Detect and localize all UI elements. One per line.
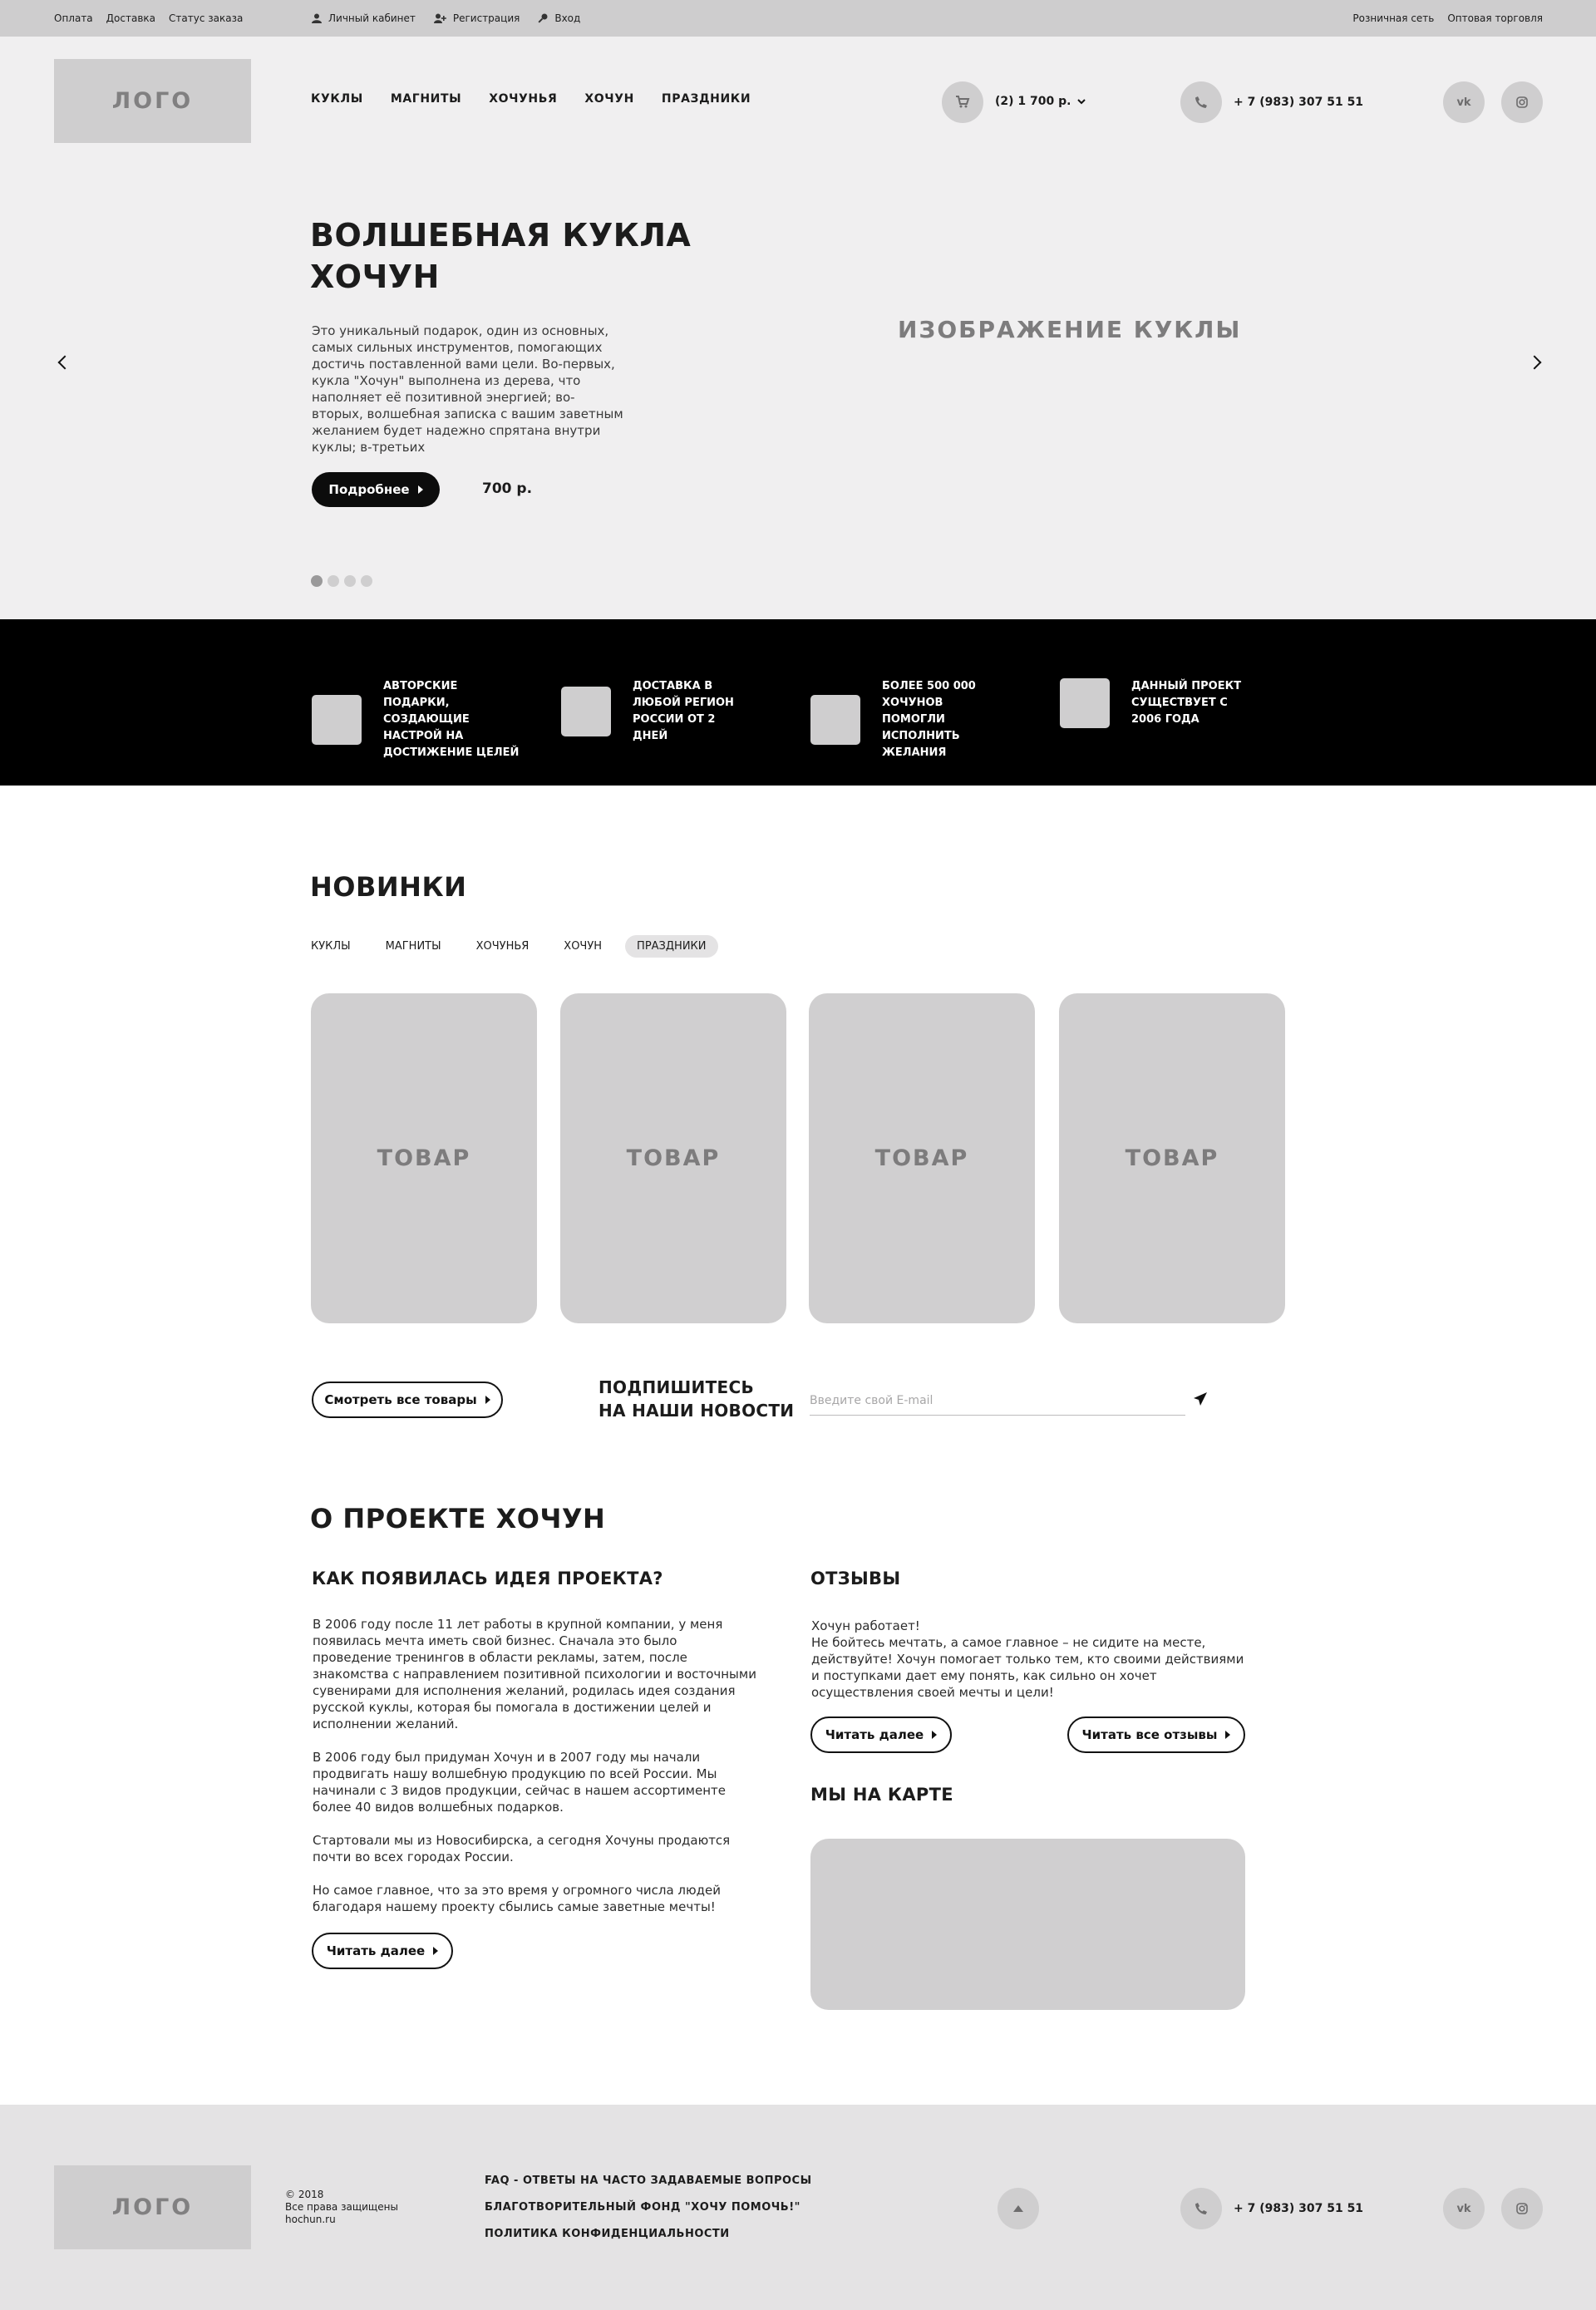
- top-links-right: [1352, 0, 1543, 37]
- review-read-more-label: Читать далее: [825, 1727, 924, 1742]
- top-link-retail[interactable]: Розничная сеть: [1352, 12, 1435, 24]
- subscribe-title-line2: НА НАШИ НОВОСТИ: [598, 1401, 795, 1421]
- about-paragraph: Но самое главное, что за это время у огромного числа людей благодаря нашему проекту сбылись самые заветные мечты!: [313, 1883, 721, 1914]
- account-label: Личный кабинет: [328, 12, 416, 24]
- vk-icon[interactable]: vk: [1443, 81, 1485, 123]
- all-reviews-label: Читать все отзывы: [1081, 1727, 1218, 1742]
- feature-icon: [1060, 678, 1110, 728]
- tab-hochunya[interactable]: ХОЧУНЬЯ: [475, 940, 530, 953]
- hero-details-button[interactable]: [312, 472, 440, 507]
- about-text: [313, 1616, 757, 1915]
- footer-phone-icon[interactable]: [1180, 2188, 1222, 2229]
- new-items-title: НОВИНКИ: [310, 871, 467, 903]
- feature-text: АВТОРСКИЕ ПОДАРКИ, СОЗДАЮЩИЕ НАСТРОЙ НА ДОСТИЖЕНИЕ ЦЕЛЕЙ: [383, 680, 520, 759]
- feature-text: БОЛЕЕ 500 000 ХОЧУНОВ ПОМОГЛИ ИСПОЛНИТЬ ЖЕЛАНИЯ: [882, 680, 976, 759]
- header-logo[interactable]: ЛОГО: [54, 59, 251, 143]
- footer-link-privacy[interactable]: ПОЛИТИКА КОНФИДЕНЦИАЛЬНОСТИ: [485, 2228, 730, 2240]
- feature-text: ДАННЫЙ ПРОЕКТ СУЩЕСТВУЕТ С 2006 ГОДА: [1131, 680, 1242, 726]
- play-arrow-icon: [485, 1396, 490, 1404]
- scroll-top-button[interactable]: [998, 2188, 1039, 2229]
- top-bar: [0, 0, 1596, 37]
- tab-magnets[interactable]: МАГНИТЫ: [385, 940, 441, 953]
- tab-hochun[interactable]: ХОЧУН: [564, 940, 603, 953]
- send-icon[interactable]: [1194, 1392, 1207, 1409]
- hero-title: ВОЛШЕБНАЯ КУКЛА ХОЧУН: [310, 217, 692, 295]
- header-phone[interactable]: + 7 (983) 307 51 51: [1234, 96, 1364, 109]
- cart-summary: (2) 1 700 р.: [995, 95, 1071, 108]
- play-arrow-icon: [1225, 1731, 1230, 1739]
- review-text: Хочун работает! Не бойтесь мечтать, а самое главное – не сидите на месте, действуйте! Хочун помогает только тем, кто своими действиями и поступками дает ему понять, как сильно он хочет осуществления своей мечты и цели!: [811, 1618, 1244, 1700]
- hero-description: Это уникальный подарок, один из основных, самых сильных инструментов, помогающих достичь поставленной вами цели. Во-первых, кукла "Хочун" выполнена из дерева, что наполняет её позитивной энергией; во-вторых, волшебная записка с вашим заветным желанием будет надежно спрятана внутри куклы; в-третьих: [312, 323, 623, 455]
- view-all-label: Смотреть все товары: [324, 1392, 477, 1407]
- about-title: О ПРОЕКТЕ ХОЧУН: [310, 1503, 606, 1534]
- footer-link-faq[interactable]: FAQ - ОТВЕТЫ НА ЧАСТО ЗАДАВАЕМЫЕ ВОПРОСЫ: [485, 2175, 812, 2187]
- feature-item: [1060, 678, 1248, 728]
- about-paragraph: Стартовали мы из Новосибирска, а сегодня Хочуны продаются почти во всех городах России.: [313, 1833, 731, 1864]
- feature-item: [810, 678, 1007, 761]
- copyright-rights: Все права защищены: [285, 2201, 398, 2213]
- footer-vk-icon[interactable]: vk: [1443, 2188, 1485, 2229]
- slider-dot[interactable]: [328, 575, 339, 587]
- tab-holidays[interactable]: ПРАЗДНИКИ: [625, 935, 717, 958]
- copyright-domain: hochun.ru: [285, 2214, 336, 2225]
- cart-icon[interactable]: [942, 81, 983, 123]
- product-card[interactable]: ТОВАР: [1059, 993, 1285, 1323]
- hero-price: 700 р.: [482, 480, 533, 497]
- slider-dots: [311, 575, 372, 587]
- register-label: Регистрация: [452, 12, 520, 24]
- hero-details-label: Подробнее: [328, 482, 410, 497]
- all-reviews-button[interactable]: [1067, 1716, 1245, 1753]
- slider-dot[interactable]: [311, 575, 323, 587]
- play-arrow-icon: [932, 1731, 937, 1739]
- register-link[interactable]: [434, 12, 520, 24]
- login-link[interactable]: [538, 12, 580, 24]
- top-link-order-status[interactable]: Статус заказа: [169, 12, 244, 24]
- about-paragraph: В 2006 году был придуман Хочун и в 2007 году мы начали продвигать нашу волшебную продукцию по всей России. Мы начинали с 3 видов продукции, сейчас в нашем ассортименте более 40 видов волшебных подарков.: [313, 1750, 726, 1815]
- footer-phone[interactable]: + 7 (983) 307 51 51: [1234, 2202, 1364, 2215]
- email-input[interactable]: [810, 1386, 1185, 1416]
- feature-icon: [312, 695, 362, 745]
- tab-dolls[interactable]: КУКЛЫ: [311, 940, 351, 953]
- view-all-products-button[interactable]: [312, 1382, 503, 1418]
- nav-item-holidays[interactable]: ПРАЗДНИКИ: [661, 92, 751, 106]
- login-label: Вход: [554, 12, 581, 24]
- product-card[interactable]: ТОВАР: [311, 993, 537, 1323]
- slider-dot[interactable]: [361, 575, 372, 587]
- nav-item-magnets[interactable]: МАГНИТЫ: [390, 92, 462, 106]
- top-link-wholesale[interactable]: Оптовая торговля: [1447, 12, 1543, 24]
- feature-icon: [810, 695, 860, 745]
- nav-item-dolls[interactable]: КУКЛЫ: [311, 92, 363, 106]
- footer-links: [485, 2175, 812, 2254]
- copyright-year: © 2018: [285, 2189, 324, 2200]
- nav-item-hochun[interactable]: ХОЧУН: [584, 92, 634, 106]
- product-card[interactable]: ТОВАР: [560, 993, 786, 1323]
- play-arrow-icon: [418, 485, 423, 494]
- top-link-delivery[interactable]: Доставка: [106, 12, 156, 24]
- reviews-title: ОТЗЫВЫ: [810, 1569, 901, 1588]
- top-links-left: [54, 0, 243, 37]
- subscribe-title: [598, 1376, 794, 1422]
- arrow-up-icon: [1013, 2205, 1023, 2212]
- map-title: МЫ НА КАРТЕ: [810, 1785, 953, 1805]
- chevron-down-icon: [1077, 99, 1086, 105]
- about-read-more-label: Читать далее: [326, 1943, 426, 1958]
- subscribe-title-line1: ПОДПИШИТЕСЬ: [598, 1377, 755, 1397]
- phone-icon[interactable]: [1180, 81, 1222, 123]
- account-link[interactable]: [312, 12, 416, 24]
- user-icon: [312, 13, 322, 23]
- feature-item: [561, 678, 753, 745]
- idea-title: КАК ПОЯВИЛАСЬ ИДЕЯ ПРОЕКТА?: [312, 1569, 663, 1588]
- feature-icon: [561, 687, 611, 736]
- features-band: [0, 619, 1596, 786]
- main-nav: [311, 92, 751, 106]
- user-plus-icon: [434, 13, 446, 23]
- hero-image-placeholder: ИЗОБРАЖЕНИЕ КУКЛЫ: [898, 316, 1242, 343]
- product-card[interactable]: ТОВАР: [809, 993, 1035, 1323]
- cart-dropdown[interactable]: [995, 95, 1086, 108]
- about-paragraph: В 2006 году после 11 лет работы в крупной компании, у меня появилась мечта иметь свой бизнес. Сначала это было проведение тренингов в области рекламы, затем, после знакомства с направлением позитивной психологии и восточными сувенирами для исполнения желаний, родилась идея создания русской куклы, которая бы помогала в достижении целей и исполнении желаний.: [313, 1617, 756, 1731]
- new-items-tabs: [311, 935, 718, 958]
- play-arrow-icon: [433, 1947, 438, 1955]
- instagram-icon[interactable]: [1501, 81, 1543, 123]
- feature-text: ДОСТАВКА В ЛЮБОЙ РЕГИОН РОССИИ ОТ 2 ДНЕЙ: [633, 680, 734, 742]
- slider-dot[interactable]: [344, 575, 356, 587]
- nav-item-hochunya[interactable]: ХОЧУНЬЯ: [489, 92, 558, 106]
- about-read-more-button[interactable]: [312, 1933, 453, 1969]
- footer-link-charity[interactable]: БЛАГОТВОРИТЕЛЬНЫЙ ФОНД "ХОЧУ ПОМОЧЬ!": [485, 2201, 800, 2214]
- feature-item: [312, 678, 525, 761]
- top-account-links: [312, 0, 580, 37]
- footer-logo[interactable]: ЛОГО: [54, 2165, 251, 2249]
- key-icon: [538, 13, 548, 23]
- footer-instagram-icon[interactable]: [1501, 2188, 1543, 2229]
- top-link-payment[interactable]: Оплата: [54, 12, 93, 24]
- review-read-more-button[interactable]: [810, 1716, 952, 1753]
- map-placeholder[interactable]: [810, 1839, 1245, 2010]
- footer-copyright: [285, 2189, 398, 2226]
